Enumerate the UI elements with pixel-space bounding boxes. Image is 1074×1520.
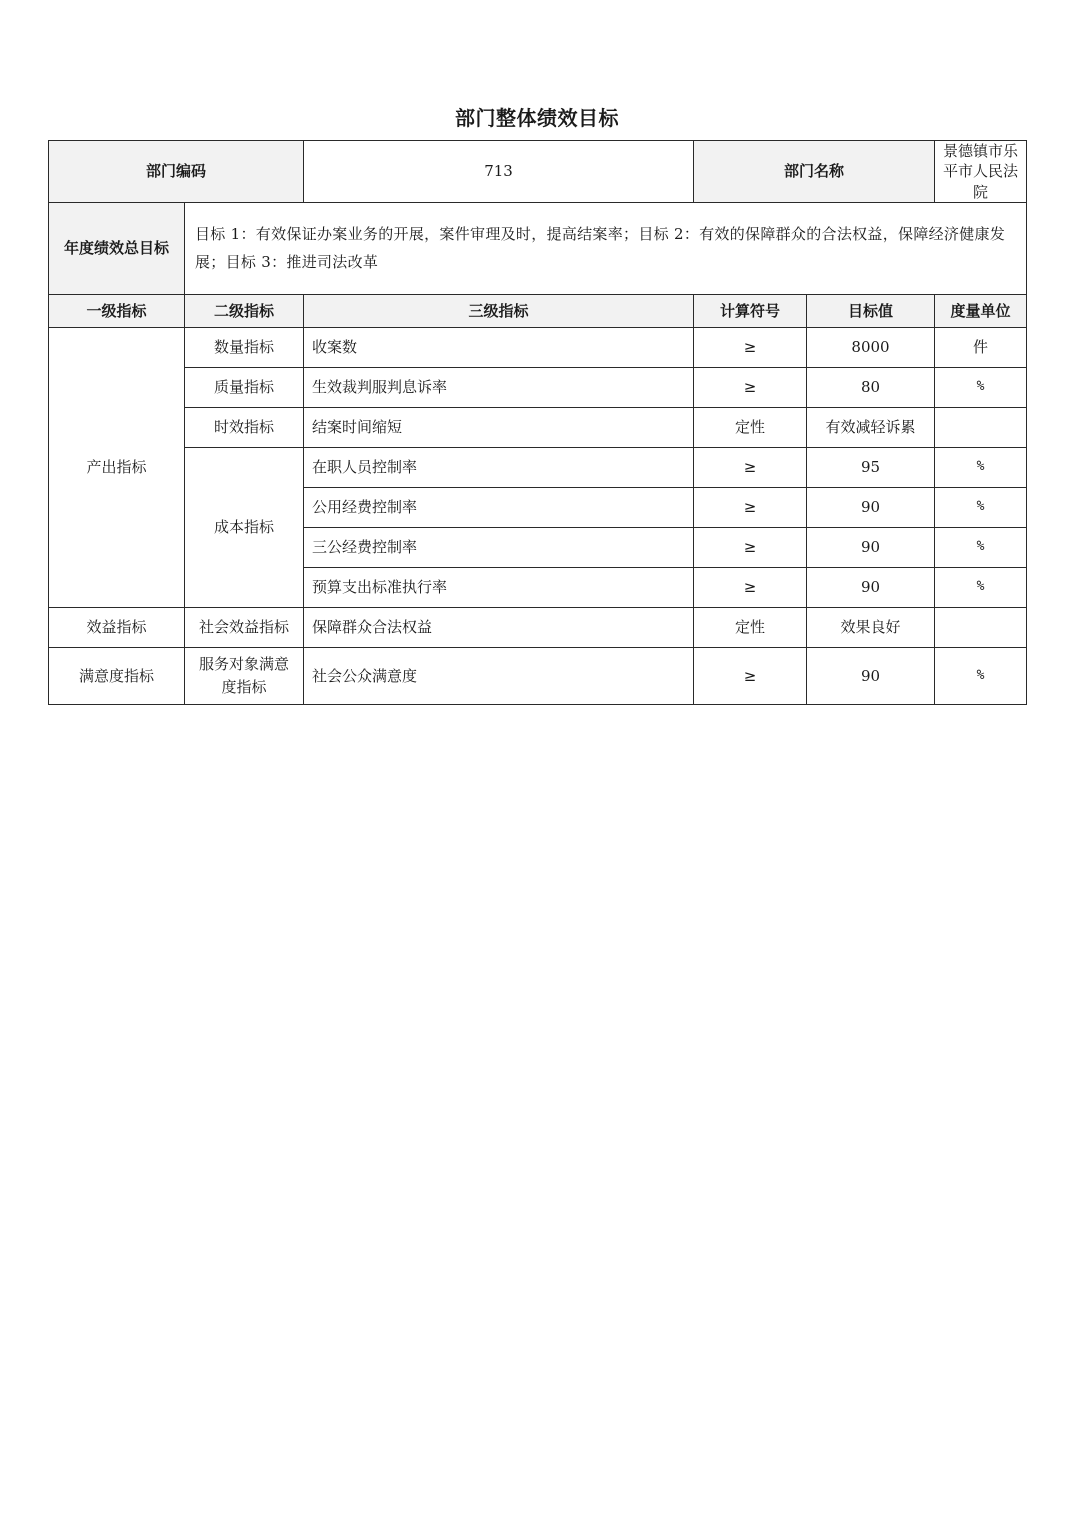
col-header-level2: 二级指标 bbox=[185, 294, 304, 327]
level2-service: 服务对象满意度指标 bbox=[185, 647, 304, 704]
symbol-cell: ≥ bbox=[694, 487, 807, 527]
symbol-cell: ≥ bbox=[694, 447, 807, 487]
symbol-cell: 定性 bbox=[694, 607, 807, 647]
col-header-level1: 一级指标 bbox=[49, 294, 185, 327]
table-row bbox=[49, 607, 1027, 647]
target-cell: 90 bbox=[807, 647, 935, 704]
level2-quality: 质量指标 bbox=[185, 367, 304, 407]
target-cell: 90 bbox=[807, 527, 935, 567]
target-cell: 95 bbox=[807, 447, 935, 487]
dept-name-value: 景德镇市乐平市人民法院 bbox=[935, 141, 1027, 203]
symbol-cell: ≥ bbox=[694, 567, 807, 607]
unit-cell bbox=[935, 407, 1027, 447]
col-header-unit: 度量单位 bbox=[935, 294, 1027, 327]
unit-cell: % bbox=[935, 367, 1027, 407]
unit-cell: % bbox=[935, 567, 1027, 607]
symbol-cell: ≥ bbox=[694, 327, 807, 367]
target-cell: 80 bbox=[807, 367, 935, 407]
unit-cell: 件 bbox=[935, 327, 1027, 367]
symbol-cell: ≥ bbox=[694, 647, 807, 704]
annual-goal-text: 目标 1：有效保证办案业务的开展，案件审理及时，提高结案率；目标 2：有效的保障群众的合法权益，保障经济健康发展；目标 3：推进司法改革 bbox=[185, 202, 1027, 294]
unit-cell: % bbox=[935, 487, 1027, 527]
annual-goal-label: 年度绩效总目标 bbox=[49, 202, 185, 294]
level2-quantity: 数量指标 bbox=[185, 327, 304, 367]
unit-cell bbox=[935, 607, 1027, 647]
table-row bbox=[49, 407, 1027, 447]
target-cell: 有效减轻诉累 bbox=[807, 407, 935, 447]
indicator-cell: 结案时间缩短 bbox=[304, 407, 694, 447]
indicator-cell: 在职人员控制率 bbox=[304, 447, 694, 487]
table-row bbox=[49, 447, 1027, 487]
document-title: 部门整体绩效目标 bbox=[455, 106, 619, 130]
target-cell: 8000 bbox=[807, 327, 935, 367]
col-header-target: 目标值 bbox=[807, 294, 935, 327]
table-row bbox=[49, 647, 1027, 704]
indicator-cell: 公用经费控制率 bbox=[304, 487, 694, 527]
level2-social: 社会效益指标 bbox=[185, 607, 304, 647]
column-header-row bbox=[49, 294, 1027, 327]
dept-code-label: 部门编码 bbox=[49, 141, 304, 203]
performance-table bbox=[48, 140, 1027, 705]
unit-cell: % bbox=[935, 447, 1027, 487]
symbol-cell: ≥ bbox=[694, 527, 807, 567]
dept-code-value bbox=[304, 141, 694, 203]
symbol-cell: 定性 bbox=[694, 407, 807, 447]
level2-cost: 成本指标 bbox=[185, 447, 304, 607]
dept-code-text: 713 bbox=[484, 162, 513, 181]
indicator-cell: 生效裁判服判息诉率 bbox=[304, 367, 694, 407]
level1-output: 产出指标 bbox=[49, 327, 185, 607]
target-cell: 90 bbox=[807, 567, 935, 607]
table-row bbox=[49, 327, 1027, 367]
table-row bbox=[49, 367, 1027, 407]
indicator-cell: 社会公众满意度 bbox=[304, 647, 694, 704]
level2-timeliness: 时效指标 bbox=[185, 407, 304, 447]
indicator-cell: 保障群众合法权益 bbox=[304, 607, 694, 647]
level1-benefit: 效益指标 bbox=[49, 607, 185, 647]
col-header-level3: 三级指标 bbox=[304, 294, 694, 327]
symbol-cell: ≥ bbox=[694, 367, 807, 407]
indicator-cell: 预算支出标准执行率 bbox=[304, 567, 694, 607]
dept-info-row bbox=[49, 141, 1027, 203]
unit-cell: % bbox=[935, 527, 1027, 567]
unit-cell: % bbox=[935, 647, 1027, 704]
target-cell: 90 bbox=[807, 487, 935, 527]
indicator-cell: 三公经费控制率 bbox=[304, 527, 694, 567]
target-cell: 效果良好 bbox=[807, 607, 935, 647]
level1-satisfaction: 满意度指标 bbox=[49, 647, 185, 704]
col-header-symbol: 计算符号 bbox=[694, 294, 807, 327]
dept-name-label: 部门名称 bbox=[694, 141, 935, 203]
indicator-cell: 收案数 bbox=[304, 327, 694, 367]
annual-goal-row bbox=[49, 202, 1027, 294]
